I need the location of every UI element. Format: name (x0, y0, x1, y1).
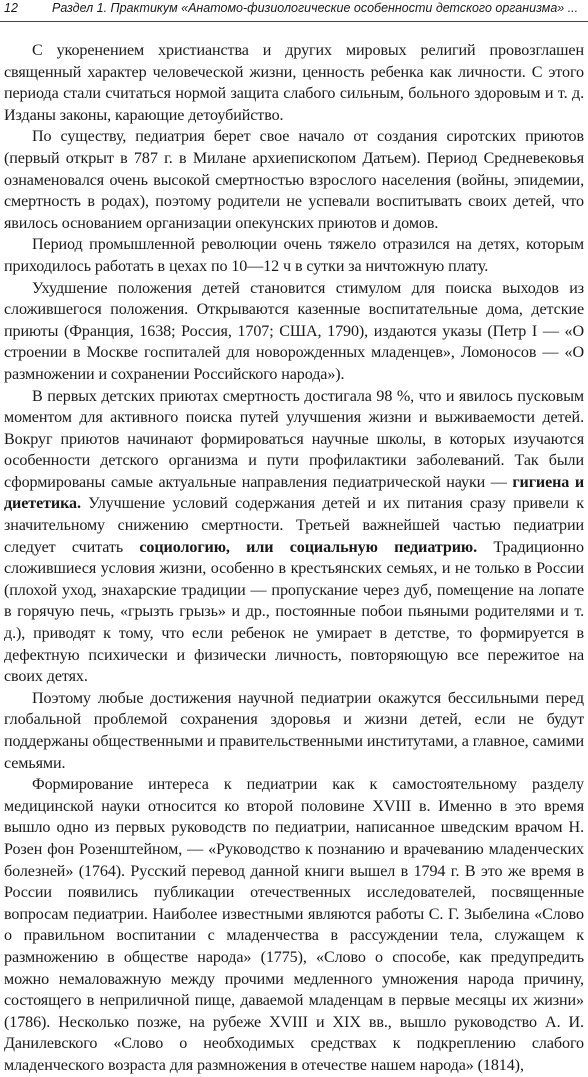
text-run: Формирование интереса к педиатрии как к самостоятельному разделу медицинской науки относится ко второй половине XVIII в. Именно в это время вышло одно из первых руководств по педиатрии, написанное шведским врачом Н. Розен фон Розенштейном, — «Руководство к познанию и врачеванию младенческих болезней» (1764). Русский перевод данной книги вышел в 1794 г. В это же время в России появились публикации отечественных исследователей, посвященные вопросам педиатрии. Наиболее известными являются работы С. Г. Зыбелина «Слово о правильном воспитании с младенчества в рассуждении тела, служащем к размножению в обществе народа» (1775), «Слово о способе, как предупредить можно немаловажную между прочими медленного умножения народа причину, состоящего в неприличной пище, даваемой младенцам в первые месяцы их жизни» (1786). Несколько позже, на рубеже XVIII и XIX вв., вышло руководство А. И. Данилевского «Слово о необходимых средствах к подкреплению слабого младенческого возраста для размножения в отечестве нашем народа» (1814), (4, 776, 584, 1074)
text-run: Период промышленной революции очень тяжело отразился на детях, которым приходилось работать в цехах по 10—12 ч в сутки за ничтожную плату. (4, 236, 584, 275)
paragraph (4, 126, 584, 234)
paragraph (4, 40, 584, 126)
running-head: Раздел 1. Практикум «Анатомо-физиологические особенности детского организма» ... (52, 1, 579, 15)
text-run: Ухудшение положения детей становится стимулом для поиска выходов из сложившегося положения. Открываются казенные воспитательные дома, детские приюты (Франция, 1638; Россия, 1707; США, 1790), издаются указы (Петр I — «О строении в Москве госпиталей для новорожденных младенцев», Ломоносов — «О размножении и сохранении Российского народа»). (4, 279, 584, 383)
paragraph (4, 234, 584, 277)
paragraph (4, 278, 584, 386)
body-text (4, 40, 584, 1077)
text-run: В первых детских приютах смертность достигала 98 %, что и явилось пусковым моментом для активного поиска путей улучшения жизни и выживаемости детей. Вокруг приютов начинают формироваться научные школы, в которых изучаются особенности детского организма и пути профилактики заболеваний. Так были сформированы самые актуальные направления педиатрической науки — (4, 387, 584, 491)
bold-term: гигиена и диететика. (4, 473, 584, 513)
text-run: По существу, педиатрия берет свое начало от создания сиротских приютов (первый открыт в 787 г. в Милане архиепископом Датьем). Период Средневековья ознаменовался очень высокой смертностью взрослого населения (войны, эпидемии, смертность в родах), поэтому родители не успевали воспитывать своих детей, что явилось основанием организации опекунских приютов и домов. (4, 128, 584, 232)
paragraph (4, 688, 584, 774)
bold-term: социологию, или социальную педиатрию. (139, 538, 478, 556)
text-run: Улучшение условий содержания детей и их питания сразу привели к значительному снижению смертности. Третьей важнейшей частью педиатрии следует считать (4, 495, 584, 556)
text-run: С укоренением христианства и других мировых религий провозглашен священный характер человеческой жизни, ценность ребенка как личности. С этого периода стали считаться нормой защита слабого сильным, больного здоровым и т. д. Изданы законы, карающие детоубийство. (4, 42, 584, 124)
page-header (0, 0, 588, 22)
paragraph (4, 774, 584, 1076)
page-number: 12 (4, 1, 18, 15)
text-run: Традиционно сложившиеся условия жизни, особенно в крестьянских семьях, и не только в России (плохой уход, знахарские традиции — пропускание через дуб, помещение на лопате в горячую печь, «грызть грызь» и др., постоянные побои пьяными родителями и т. д.), приводят к тому, что если ребенок не умирает в детстве, то формируется в дефектную психически и физически личность, повторяющую все пережитое на своих детях. (4, 538, 584, 686)
text-run: Поэтому любые достижения научной педиатрии окажутся бессильными перед глобальной проблемой сохранения здоровья и жизни детей, если не будут поддержаны общественными и правительственными институтами, а главное, самими семьями. (4, 689, 584, 772)
paragraph (4, 386, 584, 688)
